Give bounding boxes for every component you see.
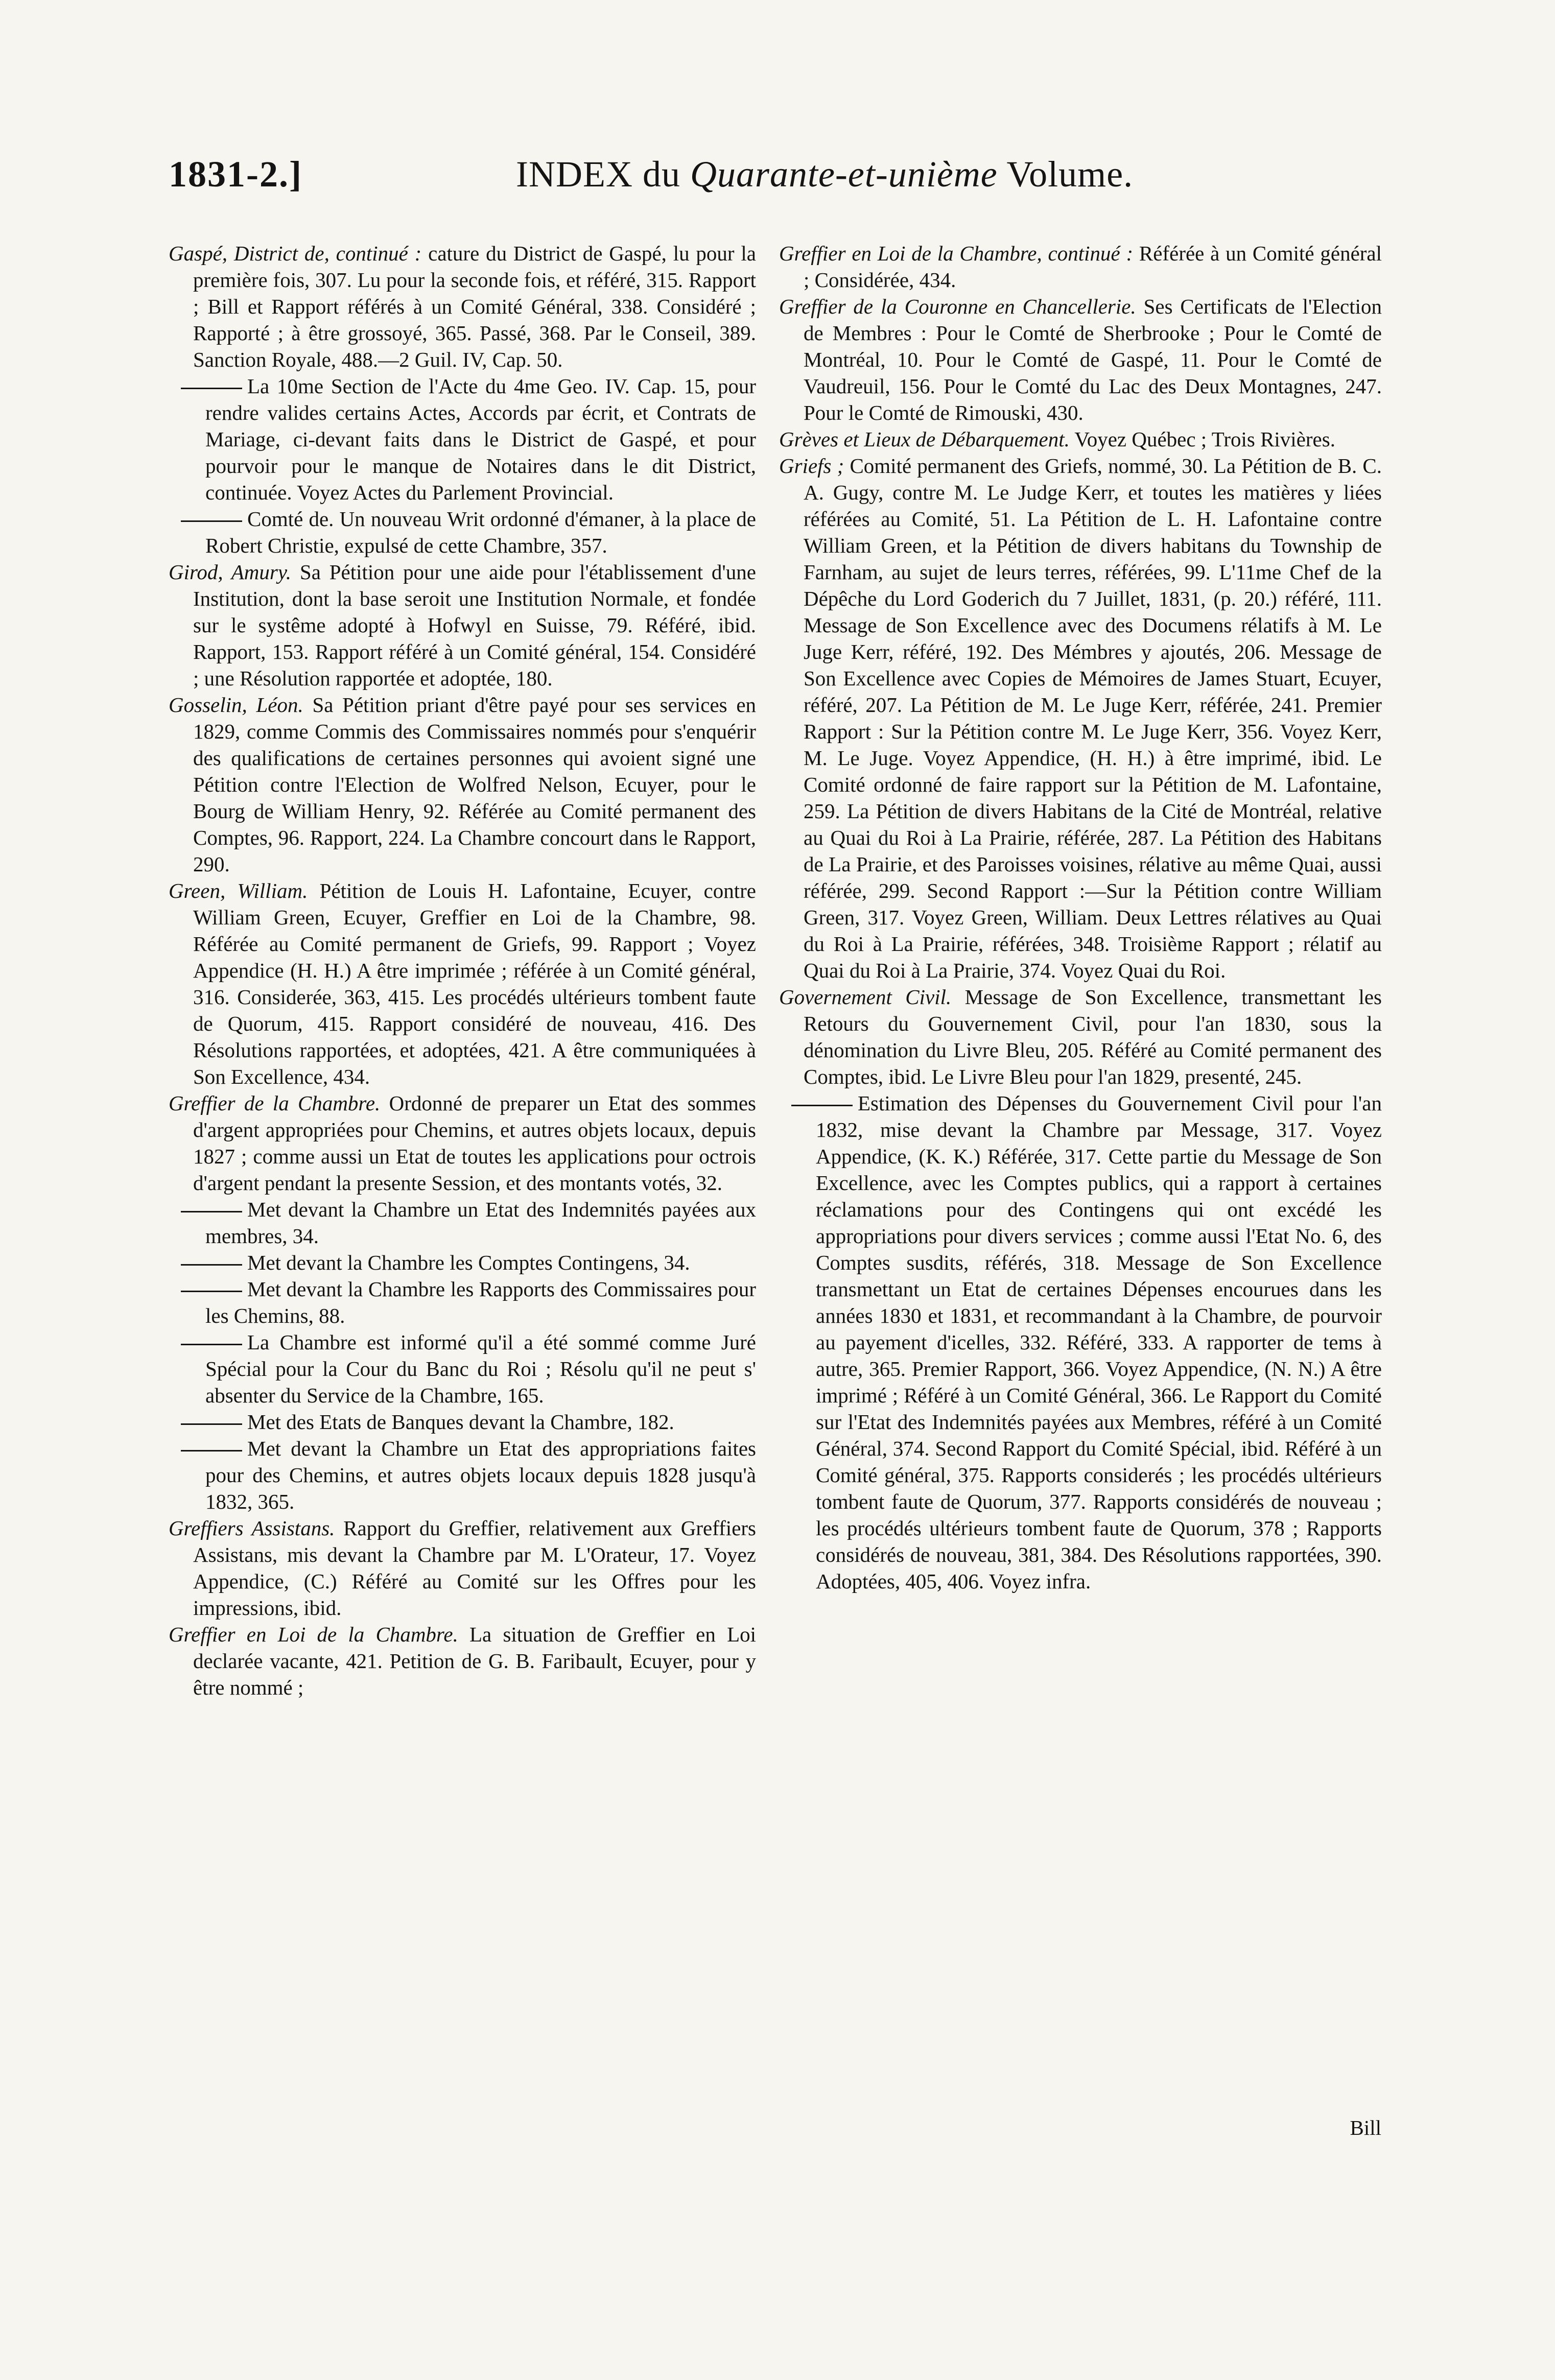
entry-text: Comité permanent des Griefs, nommé, 30. La Pétition de B. C. A. Gugy, contre M. Le Judge Kerr, et toutes les matières y liées référées au Comité, 51. La Pétition de L. H. Lafontaine contre William Green, et la Pétition de divers habitans du Township de Farnham, au sujet de leurs terres, référées, 99. L'11me Chef de la Dépêche du Lord Goderich du 7 Juillet, 1831, (p. 20.) référé, 111. Message de Son Excellence avec des Documens rélatifs à M. Le Juge Kerr, référé, 192. Des Mémbres y ajoutés, 206. Message de Son Excellence avec Copies de Mémoires de James Stuart, Ecuyer, référé, 207. La Pétition de M. Le Juge Kerr, référée, 241. Premier Rapport : Sur la Pétition contre M. Le Juge Kerr, 356. Voyez Kerr, M. Le Juge. Voyez Appendice, (H. H.) à être imprimé, ibid. Le Comité ordonné de faire rapport sur la Pétition de M. Lafontaine, 259. La Pétition de divers Habitans de la Cité de Montréal, relative au Quai du Roi à La Prairie, référée, 287. La Pétition des Habitans de La Prairie, et des Paroisses voisines, rélative au même Quai, aussi référée, 299. Second Rapport :—Sur la Pétition contre William Green, 317. Voyez Green, William. Deux Lettres rélatives au Quai du Roi à La Prairie, référées, 348. Troisième Rapport ; rélatif au Quai du Roi à La Prairie, 374. Voyez Quai du Roi. [804,454,1382,982]
entry-text: Rapport du Greffier, relativement aux Greffiers Assistans, mis devant la Chambre par M. L'Orateur, 17. Voyez Appendice, (C.) Référé au Comité sur les Offres pour les impressions, ibid. [193,1516,756,1620]
entry-heading: Greffier de la Couronne en Chancellerie. [779,295,1136,318]
index-entry [169,692,756,877]
entry-dash [181,1211,242,1212]
index-entry [779,426,1382,453]
entry-heading: Greffiers Assistans. [169,1516,335,1540]
index-entry [169,506,756,559]
entry-dash [181,1291,242,1292]
entry-text: cature du District de Gaspé, lu pour la première fois, 307. Lu pour la seconde fois, et référé, 315. Rapport ; Bill et Rapport référés à un Comité Général, 338. Considéré ; Rapporté ; à être grossoyé, 365. Passé, 368. Par le Conseil, 389. Sanction Royale, 488.—2 Guil. IV, Cap. 50. [193,242,756,371]
entry-text: Voyez Québec ; Trois Rivières. [1074,427,1335,451]
entry-text: Sa Pétition pour une aide pour l'établissement d'une Institution, dont la base seroit une Institution Normale, et fondée sur le systême adopté à Hofwyl en Suisse, 79. Référé, ibid. Rapport, 153. Rapport référé à un Comité général, 154. Considéré ; une Résolution rapportée et adoptée, 180. [193,560,756,690]
entry-heading: Green, William. [169,879,308,902]
entry-dash [181,1344,242,1345]
index-entry [779,984,1382,1090]
entry-heading: Grèves et Lieux de Débarquement. [779,427,1070,451]
running-header [169,153,1430,215]
entry-dash [181,1423,242,1425]
entry-text: Ses Certificats de l'Election de Membres : Pour le Comté de Sherbrooke ; Pour le Comté de Montréal, 10. Pour le Comté de Gaspé, 11. Pour le Comté de Vaudreuil, 156. Pour le Comté du Lac des Deux Montagnes, 247. Pour le Comté de Rimouski, 430. [804,295,1382,424]
entry-dash [791,1105,853,1106]
index-entry [169,1276,756,1329]
entry-heading: Governement Civil. [779,985,952,1009]
entry-heading: Greffier de la Chambre. [169,1091,381,1115]
index-entry [169,1515,756,1621]
entry-heading: Griefs ; [779,454,844,478]
index-entry [779,240,1382,293]
index-entry [169,877,756,1090]
entry-dash [181,388,242,389]
entry-dash [181,1264,242,1266]
title-volume: Quarante-et-unième [690,154,998,195]
title-suffix: Volume. [997,154,1134,195]
index-entry [169,1621,756,1701]
entry-text: Met devant la Chambre les Comptes Contingens, 34. [247,1251,690,1274]
left-column [169,240,756,1701]
entry-text: Met devant la Chambre les Rapports des Commissaires pour les Chemins, 88. [205,1277,756,1327]
entry-heading: Gosselin, Léon. [169,693,303,717]
entry-text: La 10me Section de l'Acte du 4me Geo. IV. Cap. 15, pour rendre valides certains Actes, Accords par écrit, et Contrats de Mariage, ci-devant faits dans le District de Gaspé, et pour pourvoir pour le manque de Notaires dans le dit District, continuée. Voyez Actes du Parlement Provincial. [205,374,756,504]
entry-text: Met devant la Chambre un Etat des Indemnités payées aux membres, 34. [205,1198,756,1248]
index-entry [169,373,756,506]
entry-text: Pétition de Louis H. Lafontaine, Ecuyer, contre William Green, Ecuyer, Greffier en Loi de la Chambre, 98. Référée au Comité permanent de Griefs, 99. Rapport ; Voyez Appendice (H. H.) A être imprimée ; référée à un Comité général, 316. Considerée, 363, 415. Les procédés ultérieurs tombent faute de Quorum, 415. Rapport considéré de nouveau, 416. Des Résolutions rapportées, et adoptées, 421. A être communiquées à Son Excellence, 434. [193,879,756,1088]
right-column [779,240,1382,1594]
page-title [516,153,1133,196]
entry-text: Sa Pétition priant d'être payé pour ses services en 1829, comme Commis des Commissaires nommés pour s'enquérir des qualifications de certaines personnes qui avoient signé une Pétition contre l'Election de Wolfred Nelson, Ecuyer, pour le Bourg de William Henry, 92. Référée au Comité permanent des Comptes, 96. Rapport, 224. La Chambre concourt dans le Rapport, 290. [193,693,757,876]
entry-text: Comté de. Un nouveau Writ ordonné d'émaner, à la place de Robert Christie, expulsé de cette Chambre, 357. [205,507,756,557]
index-entry [169,1409,756,1435]
entry-dash [181,1450,242,1451]
entry-heading: Greffier en Loi de la Chambre. [169,1623,458,1646]
entry-text: Met devant la Chambre un Etat des appropriations faites pour des Chemins, et autres objets locaux depuis 1828 jusqu'à 1832, 365. [205,1437,756,1513]
entry-heading: Greffier en Loi de la Chambre, continué : [779,242,1134,265]
entry-text: La Chambre est informé qu'il a été sommé comme Juré Spécial pour la Cour du Banc du Roi ; Résolu qu'il ne peut s' absenter du Service de la Chambre, 165. [205,1330,756,1407]
page-reference: 1831-2.] [169,154,302,195]
entry-text: Ordonné de preparer un Etat des sommes d'argent appropriées pour Chemins, et autres objets locaux, depuis 1827 ; comme aussi un Etat de toutes les applications pour octrois d'argent pendant la presente Session, et des montants votés, 32. [193,1091,757,1195]
index-entry [779,453,1382,984]
index-entry [169,1329,756,1409]
index-entry [169,1196,756,1249]
title-prefix: INDEX du [516,154,690,195]
index-entry [169,1090,756,1196]
entry-text: Estimation des Dépenses du Gouvernement Civil pour l'an 1832, mise devant la Chambre par Message, 317. Voyez Appendice, (K. K.) Référée, 317. Cette partie du Message de Son Excellence, avec les Comptes publics, qui a rapport à certaines réclamations pour des Contingens qui ont excédé les appropriations pour divers services ; comme aussi l'Etat No. 6, des Comptes susdits, référés, 318. Message de Son Excellence transmettant un Etat de certaines Dépenses encourues dans les années 1830 et 1831, et recommandant à la Chambre, de pourvoir au payement d'icelles, 332. Référé, 333. A rapporter de tems à autre, 365. Premier Rapport, 366. Voyez Appendice, (N. N.) A être imprimé ; Référé à un Comité Général, 366. Le Rapport du Comité sur l'Etat des Indemnités payées aux Membres, référé à un Comité Général, 374. Second Rapport du Comité Spécial, ibid. Référé à un Comité général, 375. Rapports considerés ; les procédés ultérieurs tombent faute de Quorum, 377. Rapports considérés de nouveau ; les procédés ultérieurs tombent faute de Quorum, 378 ; Rapports considérés de nouveau, 381, 384. Des Résolutions rapportées, 390. Adoptées, 405, 406. Voyez infra. [816,1091,1382,1593]
entry-dash [181,520,242,522]
index-entry [779,293,1382,426]
entry-text: La situation de Greffier en Loi declarée vacante, 421. Petition de G. B. Faribault, Ecuyer, pour y être nommé ; [193,1623,757,1699]
entry-heading: Gaspé, District de, continué : [169,242,422,265]
entry-text: Met des Etats de Banques devant la Chambre, 182. [247,1410,674,1434]
index-entry [779,1090,1382,1594]
catchword: Bill [1350,2116,1381,2139]
index-entry [169,240,756,373]
entry-heading: Girod, Amury. [169,560,292,584]
index-entry [169,1435,756,1515]
index-entry [169,559,756,692]
entry-text: Référée à un Comité général ; Considérée, 434. [804,242,1382,292]
entry-text: Message de Son Excellence, transmettant les Retours du Gouvernement Civil, pour l'an 1830, sous la dénomination du Livre Bleu, 205. Référé au Comité permanent des Comptes, ibid. Le Livre Bleu pour l'an 1829, presenté, 245. [804,985,1382,1088]
index-entry [169,1249,756,1276]
